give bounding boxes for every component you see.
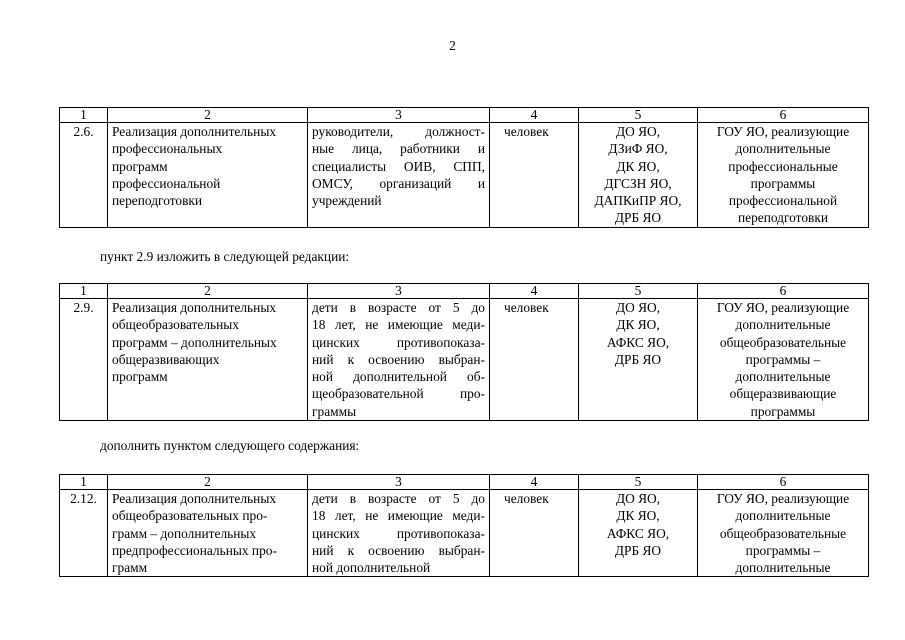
- cell-line: ГОУ ЯО, реализующие: [716, 300, 850, 315]
- cell-line: программ: [112, 158, 168, 174]
- cell-line: программ: [112, 369, 168, 385]
- cell-line: Реализация дополнительных: [112, 300, 277, 315]
- cell-line: дополнительные: [735, 508, 831, 524]
- cell-line: руководители, должност-: [312, 124, 485, 139]
- cell-line: АФКС ЯО,: [606, 334, 670, 350]
- cell-line: ГОУ ЯО, реализующие: [716, 124, 850, 139]
- header-cell: 2: [108, 108, 308, 123]
- cell-line: общеобразовательные: [719, 334, 847, 350]
- cell-line: АФКС ЯО,: [606, 525, 670, 541]
- cell-line: ДГСЗН ЯО,: [604, 175, 672, 191]
- table-row: [60, 490, 869, 577]
- institutions-cell: [698, 490, 869, 577]
- cell-line: ДО ЯО,: [615, 300, 661, 315]
- header-cell: 5: [579, 284, 698, 299]
- cell-line: граммы: [312, 403, 357, 419]
- table-header-row: [60, 284, 869, 299]
- institutions-cell: [698, 299, 869, 421]
- executors-cell: [579, 299, 698, 421]
- cell-line: ДК ЯО,: [616, 317, 660, 333]
- header-cell: 2: [108, 284, 308, 299]
- executors-cell: [579, 123, 698, 228]
- header-cell: 5: [579, 108, 698, 123]
- cell-line: учреждений: [312, 193, 382, 209]
- header-cell: 4: [490, 108, 579, 123]
- cell-line: программы –: [745, 542, 821, 558]
- cell-line: цинских противопоказа-: [312, 334, 485, 350]
- table-item-2-12: [59, 474, 869, 577]
- activity-name-cell: [108, 490, 308, 577]
- header-cell: 1: [60, 475, 108, 490]
- unit-cell: человек: [490, 490, 579, 577]
- cell-line: Реализация дополнительных: [112, 491, 277, 506]
- audience-cell: [308, 299, 490, 421]
- cell-line: ДРБ ЯО: [614, 542, 662, 558]
- paragraph-item-2-9-intro: пункт 2.9 изложить в следующей редакции:: [100, 249, 350, 264]
- item-number: 2.12.: [60, 490, 108, 577]
- cell-line: ДО ЯО,: [615, 124, 661, 139]
- item-number: 2.9.: [60, 299, 108, 421]
- header-cell: 4: [490, 284, 579, 299]
- cell-line: ДК ЯО,: [616, 158, 660, 174]
- cell-line: ДК ЯО,: [616, 508, 660, 524]
- cell-line: дети в возрасте от 5 до: [312, 491, 485, 506]
- executors-cell: [579, 490, 698, 577]
- cell-line: специалисты ОИВ, СПП,: [312, 158, 485, 174]
- cell-line: профессиональной: [728, 193, 838, 209]
- audience-cell: [308, 490, 490, 577]
- cell-line: грамм: [112, 560, 148, 576]
- table-row: [60, 123, 869, 228]
- table-header-row: [60, 475, 869, 490]
- header-cell: 3: [308, 108, 490, 123]
- cell-line: профессиональной: [112, 175, 221, 191]
- header-cell: 6: [698, 475, 869, 490]
- cell-line: дополнительные: [735, 560, 831, 576]
- cell-line: дополнительные: [735, 141, 831, 157]
- cell-line: ДАПКиПР ЯО,: [594, 193, 682, 209]
- header-cell: 1: [60, 108, 108, 123]
- cell-line: предпрофессиональных про-: [112, 542, 277, 558]
- cell-line: программ – дополнительных: [112, 334, 277, 350]
- institutions-cell: [698, 123, 869, 228]
- cell-line: общеразвивающие: [729, 386, 837, 402]
- paragraph-item-2-12-intro: дополнить пунктом следующего содержания:: [100, 438, 360, 453]
- cell-line: общеобразовательных: [112, 317, 240, 333]
- cell-line: профессиональных: [112, 141, 223, 157]
- unit-cell: человек: [490, 123, 579, 228]
- cell-line: программы: [750, 403, 816, 419]
- unit-cell: человек: [490, 299, 579, 421]
- table-item-2-6: [59, 107, 869, 228]
- table-header-row: [60, 108, 869, 123]
- cell-line: общеобразовательных про-: [112, 508, 268, 524]
- cell-line: ДРБ ЯО: [614, 210, 662, 226]
- cell-line: Реализация дополнительных: [112, 124, 277, 139]
- cell-line: дополнительные: [735, 317, 831, 333]
- cell-line: цинских противопоказа-: [312, 525, 485, 541]
- cell-line: щеобразовательной про-: [312, 386, 485, 402]
- cell-line: переподготовки: [112, 193, 203, 209]
- cell-line: ОМСУ, организаций и: [312, 175, 485, 191]
- header-cell: 2: [108, 475, 308, 490]
- cell-line: 18 лет, не имеющие меди-: [312, 508, 485, 524]
- audience-cell: [308, 123, 490, 228]
- cell-line: дополнительные: [735, 369, 831, 385]
- cell-line: программы –: [745, 351, 821, 367]
- table-item-2-9: [59, 283, 869, 421]
- header-cell: 4: [490, 475, 579, 490]
- item-number: 2.6.: [60, 123, 108, 228]
- cell-line: ДО ЯО,: [615, 491, 661, 506]
- activity-name-cell: [108, 123, 308, 228]
- cell-line: 18 лет, не имеющие меди-: [312, 317, 485, 333]
- cell-line: дети в возрасте от 5 до: [312, 300, 485, 315]
- cell-line: ной дополнительной: [312, 560, 431, 576]
- cell-line: грамм – дополнительных: [112, 525, 257, 541]
- table-row: [60, 299, 869, 421]
- cell-line: ДЗиФ ЯО,: [608, 141, 668, 157]
- cell-line: профессиональные: [728, 158, 838, 174]
- cell-line: общеразвивающих: [112, 351, 220, 367]
- cell-line: ной дополнительной об-: [312, 369, 485, 385]
- header-cell: 1: [60, 284, 108, 299]
- header-cell: 3: [308, 475, 490, 490]
- header-cell: 6: [698, 108, 869, 123]
- cell-line: ний к освоению выбран-: [312, 542, 485, 558]
- cell-line: ГОУ ЯО, реализующие: [716, 491, 850, 506]
- header-cell: 3: [308, 284, 490, 299]
- cell-line: ний к освоению выбран-: [312, 351, 485, 367]
- cell-line: программы: [750, 175, 816, 191]
- page-number: 2: [449, 38, 456, 53]
- header-cell: 5: [579, 475, 698, 490]
- header-cell: 6: [698, 284, 869, 299]
- cell-line: ДРБ ЯО: [614, 351, 662, 367]
- activity-name-cell: [108, 299, 308, 421]
- cell-line: ные лица, работники и: [312, 141, 485, 157]
- cell-line: переподготовки: [737, 210, 829, 226]
- cell-line: общеобразовательные: [719, 525, 847, 541]
